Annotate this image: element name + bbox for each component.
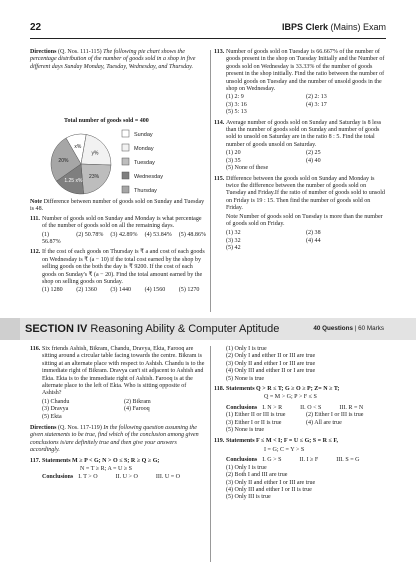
option[interactable]: (5) Only III is true bbox=[226, 494, 271, 501]
option[interactable]: (1) Only I is true bbox=[226, 464, 267, 471]
option[interactable]: (1) Chandu bbox=[42, 398, 70, 405]
legend-label-sunday: Sunday bbox=[134, 132, 153, 138]
directions-pie: Directions (Q. Nos. 111-115) The following pie chart shows the percentage distribution of the number of goods sold in a shop in five different days Sunday Monday, Tuesday, Wednesday, and Thursday. bbox=[30, 49, 196, 70]
legend-swatch-sunday bbox=[122, 130, 129, 137]
option[interactable]: (2) 2: 13 bbox=[306, 94, 327, 101]
options-117 bbox=[226, 346, 386, 383]
pie-label-tuesday: 23% bbox=[89, 174, 100, 181]
option[interactable]: (2) Only I and either II or III are true bbox=[226, 353, 316, 360]
right-column-top bbox=[214, 49, 386, 256]
option[interactable]: (3) 1440 bbox=[110, 287, 132, 294]
option[interactable]: (2) Bikram bbox=[124, 398, 151, 405]
option[interactable]: (4) All are true bbox=[306, 419, 342, 426]
question-111: 111. Number of goods sold on Sunday and Monday is what percentage of the number of goods sold on all the remaining days. bbox=[30, 215, 202, 230]
option[interactable]: (4) Only III and either I or II is true bbox=[226, 486, 312, 493]
question-114: 114. Average number of goods sold on Sunday and Saturday is 8 less than the number of goods sold on Sunday and number of goods sold to unsold on Saturday are in the ratio 8 : 5. Find the total number of goods unsold on Saturday. bbox=[214, 119, 382, 148]
option[interactable]: (2) 38 bbox=[306, 230, 321, 237]
directions-reasoning: Directions (Q. Nos. 117-119) In the following question assuming the given statements to be true, find which of the conclusion among given conclusions is/are definitely true and then give your answers accordingly. bbox=[30, 425, 199, 454]
right-column-bottom bbox=[214, 346, 386, 505]
option[interactable]: (1) 32 bbox=[226, 230, 241, 237]
option[interactable]: (4) 1560 bbox=[144, 287, 166, 294]
section-meta: 40 Questions | 60 Marks bbox=[313, 325, 384, 332]
option[interactable]: (5) None is true bbox=[226, 427, 265, 434]
exam-title: IBPS Clerk (Mains) Exam bbox=[281, 22, 386, 32]
page-number: 22 bbox=[30, 22, 42, 33]
option[interactable]: (2) Either I or III is true bbox=[306, 412, 364, 419]
question-116: 116. Six friends Ashish, Bikram, Chandu, Dravya, Ekta, Farooq are sitting around a circular table facing towards the centre. Bikram is sitting at an alternate place with respect to Ashish. Chandu is to the immediate right of Bikram. Dravya can't sit adjacent to Ashish and Ekta. Ekta is to the immediate right of Ashish. Farooq is at the alternate place to the left of Ekta. Who is sitting opposite of Ashish? bbox=[30, 346, 205, 397]
legend-swatch-tuesday bbox=[122, 158, 129, 165]
option[interactable]: (3) Either I or II is true bbox=[226, 419, 282, 426]
option[interactable]: (5) Ekta bbox=[42, 413, 62, 420]
option[interactable]: (1) Either II or III is true bbox=[226, 412, 286, 419]
option[interactable]: (3) 42.89% bbox=[110, 231, 138, 238]
legend-label-thursday: Thursday bbox=[134, 188, 157, 194]
conclusions-119: Conclusions I. G > S II. I ≥ F III. S = G bbox=[226, 457, 360, 464]
legend-swatch-wednesday bbox=[122, 172, 129, 179]
section-flag bbox=[0, 318, 20, 340]
option[interactable]: (3) Dravya bbox=[42, 406, 69, 413]
pie-slices bbox=[51, 134, 111, 194]
option[interactable]: (5) None of these bbox=[226, 165, 269, 172]
option[interactable]: (2) 25 bbox=[306, 150, 321, 157]
pie-chart bbox=[26, 116, 206, 198]
question-113: 113. Number of goods sold on Tuesday is 66.667% of the number of goods present in the shop on Tuesday Initially and the Number of goods sold on Wednesday is 33.33% of the number of goods present in the shop initially. Find the ratio between the number of unsold goods on Tuesday and the number of unsold goods in the shop on Wednesday. bbox=[214, 49, 385, 93]
legend-swatch-thursday bbox=[122, 186, 129, 193]
statements-118-line2: Q = M > G; P > F ≤ S bbox=[264, 394, 317, 401]
header-rule bbox=[30, 38, 386, 39]
option[interactable]: (5) 5: 13 bbox=[226, 109, 247, 116]
question-117: 117. Statements M ≥ P < G; N > O ≤ S; R ≥ Q ≥ G; bbox=[30, 457, 160, 464]
option[interactable]: (4) Farooq bbox=[124, 406, 150, 413]
option[interactable]: (1) Only I is true bbox=[226, 346, 267, 352]
options-113 bbox=[226, 94, 386, 116]
column-divider-top bbox=[210, 50, 211, 312]
option[interactable]: (1) 20 bbox=[226, 150, 241, 157]
legend-label-tuesday: Tuesday bbox=[134, 160, 155, 166]
option[interactable]: (1) 1280 bbox=[42, 287, 63, 294]
option[interactable]: (5) 1270 bbox=[178, 287, 200, 294]
chart-title: Total number of goods sold = 400 bbox=[64, 118, 149, 124]
option[interactable]: (1) 56.87% bbox=[42, 231, 61, 246]
question-115: 115. Difference between the goods sold on Sunday and Monday is twice the difference between the number of goods sold on Tuesday and Friday.If the ratio of number of goods sold to unsold on Friday is 19 : 15. Then find the number of goods sold on Friday. bbox=[214, 175, 385, 212]
options-111 bbox=[42, 232, 206, 247]
conclusions-118: Conclusions I. N > R II. O < S III. R = N bbox=[226, 404, 364, 411]
section-title: SECTION IV Reasoning Ability & Computer Aptitude bbox=[25, 323, 280, 335]
options-119 bbox=[226, 465, 386, 502]
option[interactable]: (3) 32 bbox=[226, 237, 241, 244]
options-116 bbox=[42, 399, 206, 421]
statements-119-line2: I = G; C = Y > S bbox=[264, 446, 305, 453]
option[interactable]: (1) 2: 9 bbox=[226, 94, 244, 101]
section-banner bbox=[0, 318, 416, 340]
pie-label-monday: y% bbox=[91, 150, 99, 157]
option[interactable]: (4) 40 bbox=[306, 157, 321, 164]
legend-label-wednesday: Wednesday bbox=[134, 174, 163, 180]
option[interactable]: (5) None is true bbox=[226, 375, 265, 382]
option[interactable]: (3) 35 bbox=[226, 157, 241, 164]
option[interactable]: (4) 3: 17 bbox=[306, 101, 327, 108]
option[interactable]: (3) 3: 16 bbox=[226, 101, 247, 108]
left-column-bottom bbox=[30, 346, 206, 481]
pie-label-wednesday: 1.25 x% bbox=[64, 178, 83, 185]
option[interactable]: (4) 53.84% bbox=[144, 231, 172, 238]
option[interactable]: (2) 1360 bbox=[76, 287, 97, 294]
option[interactable]: (5) 42 bbox=[226, 245, 241, 252]
option[interactable]: (3) Only II and either I or III are true bbox=[226, 360, 316, 367]
options-118 bbox=[226, 412, 386, 434]
option[interactable]: (5) 48.86% bbox=[178, 231, 207, 238]
options-115 bbox=[226, 230, 386, 252]
statements-117-line2: N = T ≥ R; A = U ≥ S bbox=[80, 466, 133, 473]
question-112: 112. If the cost of each goods on Thursday is ₹ a and cost of each goods on Wednesday is ₹ (a − 10) if the total cost earned by the shop by selling goods on the both the day is ₹ 9200. If the cost of each goods on Sunday's ₹ (a − 20). Find the total amount earned by the shop on selling goods on Sunday. bbox=[30, 249, 205, 286]
legend-swatch-monday bbox=[122, 144, 129, 151]
left-column-mid bbox=[30, 199, 206, 298]
option[interactable]: (4) Only III and either II or I are true bbox=[226, 368, 316, 375]
column-divider-bottom bbox=[210, 346, 211, 562]
left-column-top bbox=[30, 49, 206, 73]
question-119: 119. Statements F ≤ M < I; F = U ≤ G; S = R ≤ F, bbox=[214, 438, 338, 445]
options-114 bbox=[226, 150, 386, 172]
question-118: 118. Statements Q > R ≤ T; G ≥ O ≥ P; Z= N ≥ T; bbox=[214, 386, 340, 393]
note-115: Note Number of goods sold on Tuesday is more than the number of goods sold on Friday. bbox=[226, 213, 383, 227]
option[interactable]: (4) 44 bbox=[306, 237, 321, 244]
option[interactable]: (2) Both I and III are true bbox=[226, 472, 288, 479]
conclusions-117: Conclusions I. T > O II. U > O III. U = O bbox=[42, 473, 181, 480]
legend-label-monday: Monday bbox=[134, 146, 154, 152]
page-header bbox=[0, 0, 416, 48]
pie-label-thursday: 20% bbox=[58, 157, 69, 164]
option[interactable]: (2) 50.78% bbox=[76, 231, 104, 238]
pie-label-sunday: x% bbox=[74, 144, 82, 151]
note-pie: Note Difference between number of goods sold on Sunday and Tuesday is 48. bbox=[30, 199, 205, 213]
option[interactable]: (3) Only II and either I or III are true bbox=[226, 479, 316, 486]
options-112 bbox=[42, 287, 206, 294]
chart-legend bbox=[122, 130, 163, 194]
